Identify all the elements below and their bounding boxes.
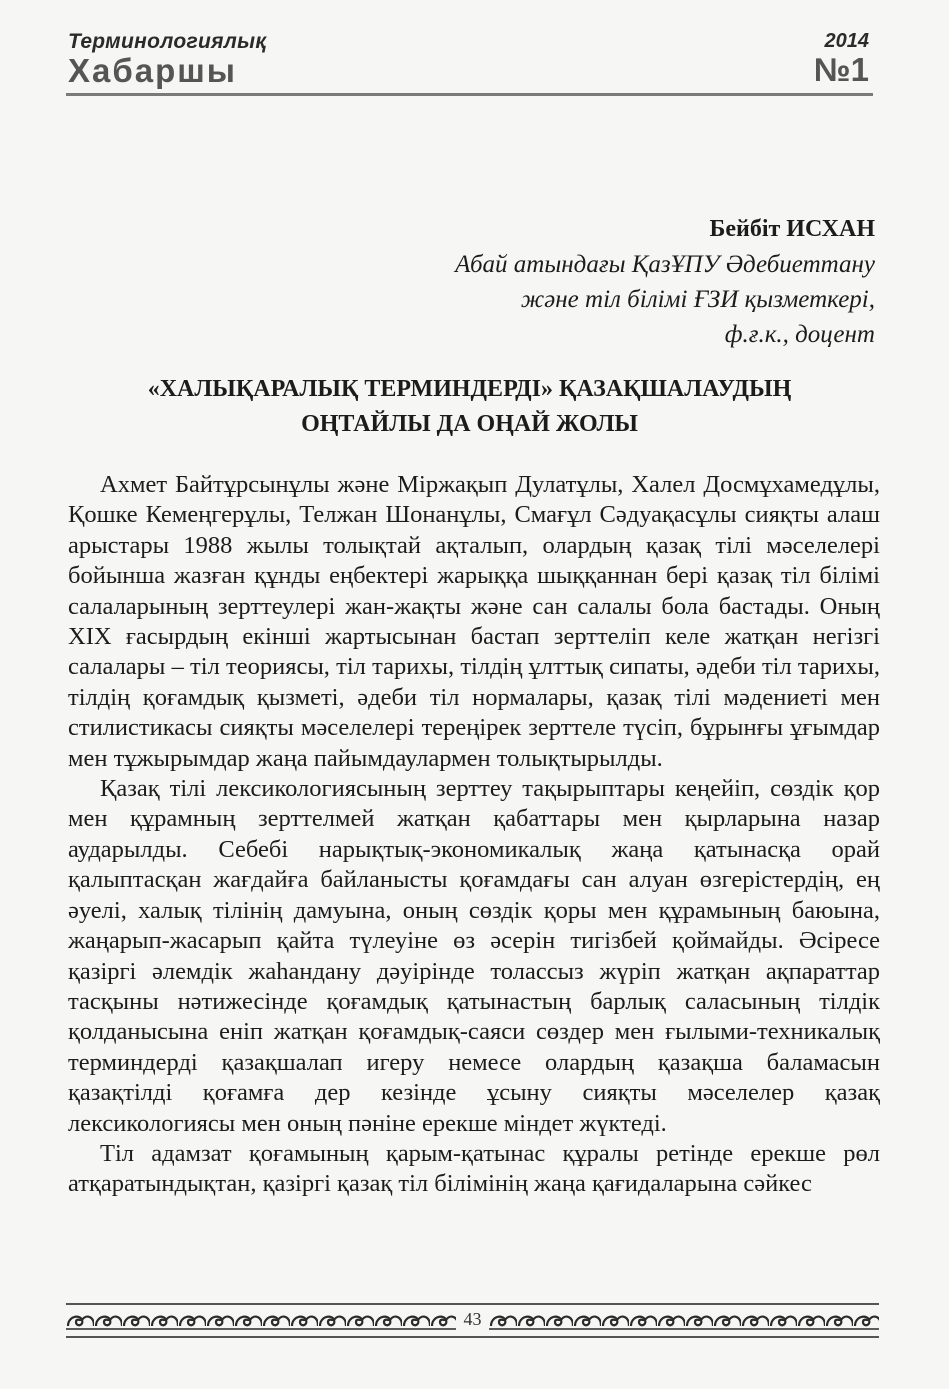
page-number: 43 xyxy=(463,1309,482,1329)
article-body xyxy=(68,470,880,1200)
footer-top-rule xyxy=(66,1303,879,1305)
page-footer xyxy=(66,1303,879,1339)
body-paragraph: Қазақ тілі лексикологиясының зерттеу тақырыптары кеңейіп, сөздік қор мен құрамның зерттелмей жатқан қабаттары мен қырларына назар аударылды. Себебі нарықтық-экономикалық жаңа қатынасқа орай қалыптасқан жағдайға байланысты қоғамдағы сан алуан өзгерістердің, ең әуелі, халық тілінің дамуына, оның сөздік қоры мен құрамының баюына, жаңарып-жасарып қайта түлеуіне өз әсерін тигізбей қоймайды. Әсіресе қазіргі әлемдік жаһандану дәуірінде толассыз жүріп жатқан ақпараттар тасқыны нәтижесінде қоғамдық қатынастың барлық саласының тілдік қолданысына еніп жатқан қоғамдық-саяси сөздер мен ғылыми-техникалық терминдерді қазақшалап игеру немесе олардың қазақша баламасын қазақтілді қоғамға дер кезінде ұсыну сияқты мәселелер қазақ лексикологиясы мен оның пәніне ерекше міндет жүктеді. xyxy=(68,775,880,1137)
journal-issue: №1 xyxy=(813,51,869,88)
author-block xyxy=(455,212,875,352)
article-title-line: ОҢТАЙЛЫ ДА ОҢАЙ ЖОЛЫ xyxy=(301,411,638,437)
issue-header xyxy=(814,30,869,89)
article-title xyxy=(66,372,873,442)
footer-bottom-rule xyxy=(66,1336,879,1338)
author-name: Бейбіт ИСХАН xyxy=(709,216,875,242)
body-paragraph: Тіл адамзат қоғамының қарым-қатынас құралы ретінде ерекше рөл атқаратындықтан, қазіргі қазақ тіл білімінің жаңа қағидаларына сәйкес xyxy=(68,1139,880,1198)
journal-header xyxy=(68,30,266,90)
journal-year: 2014 xyxy=(824,30,869,52)
journal-subtitle: Терминологиялық xyxy=(68,30,267,53)
body-paragraph: Ахмет Байтұрсынұлы және Міржақып Дулатұлы, Халел Досмұхамедұлы, Қошке Кемеңгерұлы, Телжан Шонанұлы, Смағұл Сәдуақасұлы сияқты алаш арыстары 1988 жылы толықтай ақталып, олардың қазақ тілі мәселелері бойынша жазған құнды еңбектері жарыққа шыққаннан бері қазақ тіл білімі салаларының зерттеулері жан-жақты және сан салалы бола бастады. Оның XIX ғасырдың екінші жартысынан бастап зерттеліп келе жатқан негізгі салалары – тіл теориясы, тіл тарихы, тілдің ұлттық сипаты, әдеби тіл тарихы, тілдің қоғамдық қызметі, әдеби тіл нормалары, қазақ тілі мәдениеті мен стилистикасы сияқты мәселелері тереңірек зерттеле түсіп, бұрынғы ұғымдар мен тұжырымдар жаңа пайымдаулармен толықтырылды. xyxy=(68,471,880,772)
article-title-line: «ХАЛЫҚАРАЛЫҚ ТЕРМИНДЕРДІ» ҚАЗАҚШАЛАУДЫҢ xyxy=(147,376,792,402)
author-affiliation-line: Абай атындағы ҚазҰПУ Әдебиеттану xyxy=(455,251,875,278)
spiral-wave-ornament-icon xyxy=(489,1310,879,1332)
header-divider xyxy=(66,93,873,96)
journal-title: Хабаршы xyxy=(68,52,237,89)
author-affiliation-line: ф.ғ.к., доцент xyxy=(724,321,875,348)
author-affiliation-line: және тіл білімі ҒЗИ қызметкері, xyxy=(520,286,875,313)
